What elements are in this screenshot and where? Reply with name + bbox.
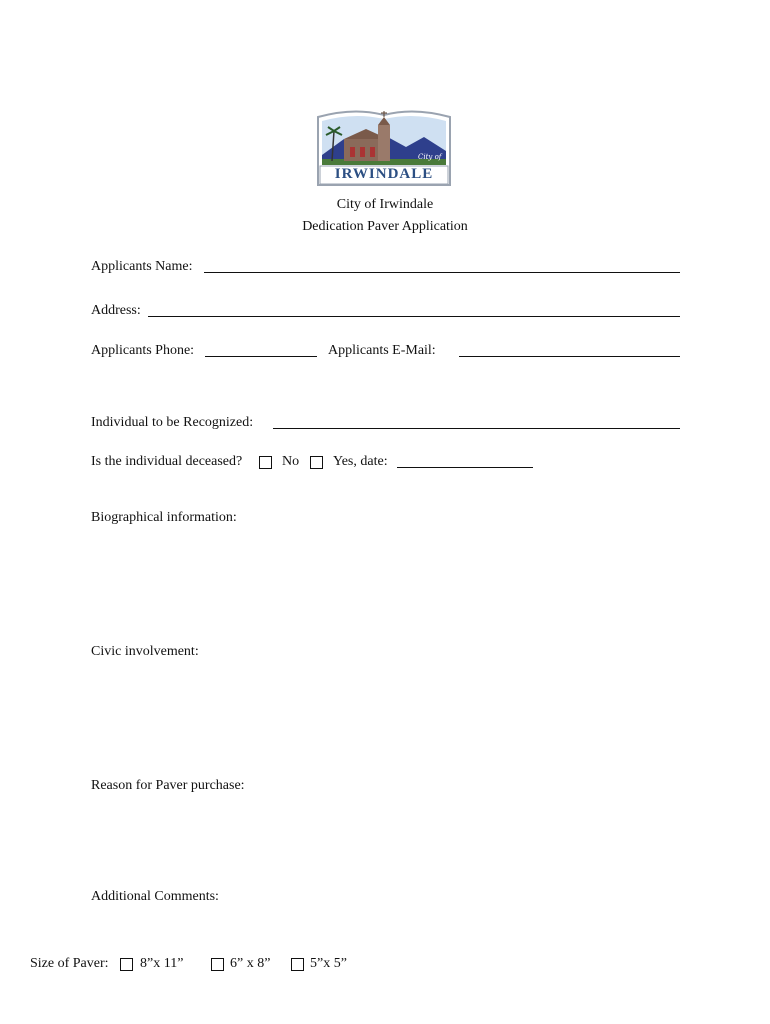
address-field[interactable] <box>148 316 680 317</box>
logo-wordmark: IRWINDALE <box>334 166 434 182</box>
paver-5x5-label: 5”x 5” <box>310 956 347 971</box>
phone-label: Applicants Phone: <box>91 343 195 358</box>
paver-size-label: Size of Paver: <box>30 956 109 971</box>
paver-6x8-label: 6” x 8” <box>230 956 271 971</box>
applicant-name-field[interactable] <box>204 272 680 273</box>
civic-label: Civic involvement: <box>91 644 199 659</box>
phone-field[interactable] <box>205 356 317 357</box>
address-label: Address: <box>91 303 141 318</box>
email-field[interactable] <box>459 356 680 357</box>
paver-8x11-checkbox[interactable] <box>120 958 133 971</box>
comments-label: Additional Comments: <box>91 889 219 904</box>
applicant-name-label: Applicants Name: <box>91 259 193 274</box>
deceased-yes-label: Yes, date: <box>333 454 388 469</box>
deceased-yes-checkbox[interactable] <box>310 456 323 469</box>
email-label: Applicants E-Mail: <box>328 343 436 358</box>
header-city-title: City of Irwindale <box>336 197 434 212</box>
paver-5x5-checkbox[interactable] <box>291 958 304 971</box>
paver-8x11-label: 8”x 11” <box>140 956 184 971</box>
deceased-label: Is the individual deceased? <box>91 454 243 469</box>
paver-6x8-checkbox[interactable] <box>211 958 224 971</box>
biographical-label: Biographical information: <box>91 510 237 525</box>
individual-field[interactable] <box>273 428 680 429</box>
deceased-no-label: No <box>282 454 300 469</box>
header-form-title: Dedication Paver Application <box>302 219 468 234</box>
deceased-no-checkbox[interactable] <box>259 456 272 469</box>
logo-script-text: City of <box>418 153 442 161</box>
deceased-date-field[interactable] <box>397 467 533 468</box>
reason-label: Reason for Paver purchase: <box>91 778 245 793</box>
individual-label: Individual to be Recognized: <box>91 415 254 430</box>
